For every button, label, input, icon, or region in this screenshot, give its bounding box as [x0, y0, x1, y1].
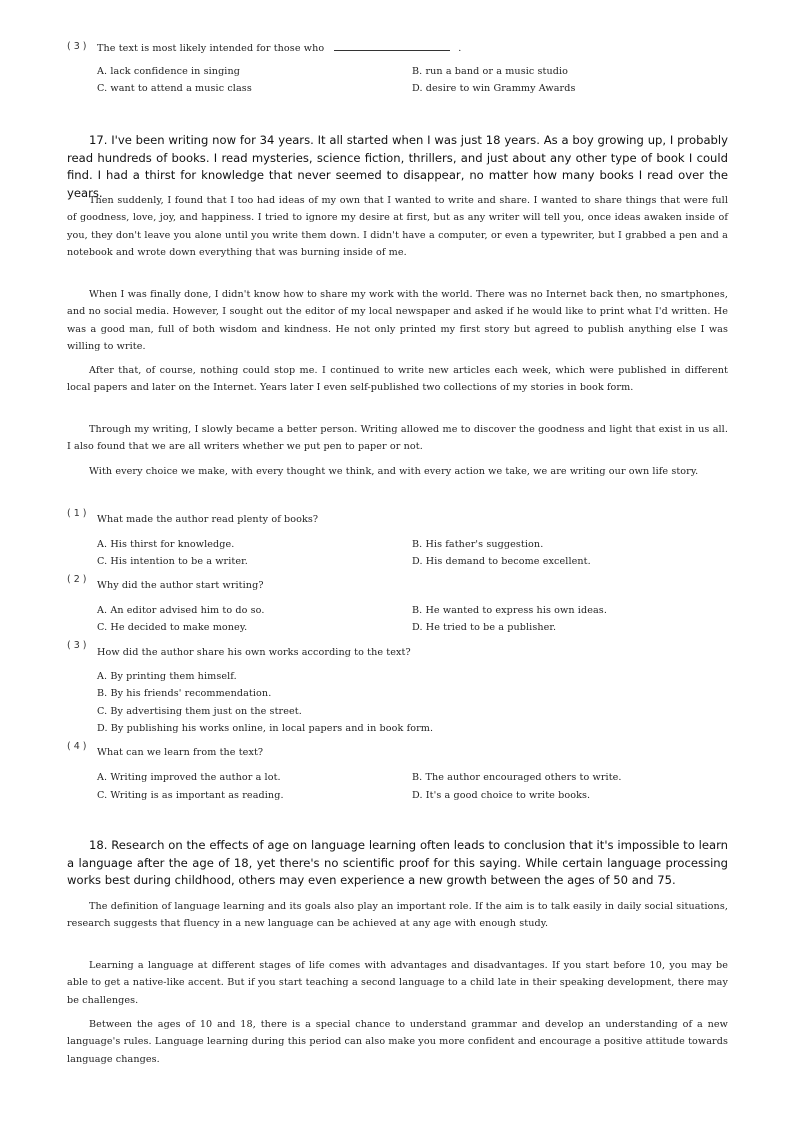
passage-17-paragraph: After that, of course, nothing could stop me. I continued to write new articles each week, which were published in different local papers and later on the Internet. Years later I even self-published two collections of my stories in book form. [67, 365, 728, 394]
passage-17-paragraph: When I was finally done, I didn't know how to share my work with the world. There was no Internet back then, no smartphones, and no social media. However, I sought out the editor of my local newspaper and asked if he would like to print what I'd written. He was a good man, full of both wisdom and kindness. He not only printed my first story but agreed to publish anything else I was willing to write. [67, 289, 728, 353]
option-c[interactable]: C. Writing is as important as reading. [97, 790, 284, 801]
question-text [97, 41, 461, 54]
question-text: How did the author share his own works according to the text? [97, 647, 411, 658]
passage-17-paragraph: Through my writing, I slowly became a better person. Writing allowed me to discover the goodness and light that exist in us all. I also found that we are all writers whether we put pen to paper or not. [67, 424, 728, 453]
passage-18-intro: 18. Research on the effects of age on language learning often leads to conclusion that it's impossible to learn a language after the age of 18, yet there's no scientific proof for this saying. While certain language processing works best during childhood, others may even experience a new growth between the ages of 50 and 75. [67, 838, 728, 888]
passage-17-intro: 17. I've been writing now for 34 years. It all started when I was just 18 years. As a boy growing up, I probably read hundreds of books. I read mysteries, science fiction, thrillers, and just about any other type of book I could find. I had a thirst for knowledge that never seemed to disappear, no matter how many books I read over the years. [67, 133, 728, 200]
passage-17-paragraph: With every choice we make, with every thought we think, and with every action we take, we are writing our own life story. [89, 466, 699, 477]
question-text: Why did the author start writing? [97, 580, 264, 591]
option-a[interactable]: A. His thirst for knowledge. [97, 539, 235, 550]
option-d[interactable]: D. He tried to be a publisher. [412, 622, 557, 633]
answer-blank[interactable] [334, 41, 450, 51]
option-b[interactable]: B. His father's suggestion. [412, 539, 544, 550]
option-a[interactable]: A. By printing them himself. [97, 671, 237, 682]
passage-18-paragraph: Learning a language at different stages of life comes with advantages and disadvantages. If you start before 10, you may be able to get a native-like accent. But if you start teaching a second language to a child late in their speaking development, there may be challenges. [67, 960, 728, 1006]
question-number: ( 3 ) [67, 41, 87, 52]
option-b[interactable]: B. By his friends' recommendation. [97, 688, 272, 699]
passage-17-paragraph: Then suddenly, I found that I too had ideas of my own that I wanted to write and share. I wanted to share things that were full of goodness, love, joy, and happiness. I tried to ignore my desire at first, but as any writer will tell you, once ideas awaken inside of you, they don't leave you alone until you write them down. I didn't have a computer, or even a typewriter, but I grabbed a pen and a notebook and wrote down everything that was burning inside of me. [67, 195, 728, 259]
option-b[interactable]: B. The author encouraged others to write. [412, 772, 622, 783]
option-d[interactable]: D. desire to win Grammy Awards [412, 83, 576, 94]
option-c[interactable]: C. He decided to make money. [97, 622, 248, 633]
question-number: ( 3 ) [67, 640, 87, 651]
option-d[interactable]: D. His demand to become excellent. [412, 556, 591, 567]
option-b[interactable]: B. He wanted to express his own ideas. [412, 605, 607, 616]
option-a[interactable]: A. lack confidence in singing [97, 66, 240, 77]
passage-18-paragraph: The definition of language learning and its goals also play an important role. If the aim is to talk easily in daily social situations, research suggests that fluency in a new language can be achieved at any age with enough study. [67, 901, 728, 930]
question-end-period: . [458, 43, 462, 54]
question-text: What can we learn from the text? [97, 747, 264, 758]
question-number: ( 4 ) [67, 741, 87, 752]
question-stem: The text is most likely intended for those who [97, 43, 325, 54]
question-text: What made the author read plenty of books? [97, 514, 319, 525]
option-a[interactable]: A. Writing improved the author a lot. [97, 772, 281, 783]
passage-18-paragraph: Between the ages of 10 and 18, there is a special chance to understand grammar and develop an understanding of a new language's rules. Language learning during this period can also make you more confident and encourage a positive attitude towards language changes. [67, 1019, 728, 1065]
option-a[interactable]: A. An editor advised him to do so. [97, 605, 265, 616]
option-c[interactable]: C. His intention to be a writer. [97, 556, 248, 567]
question-number: ( 1 ) [67, 508, 87, 519]
option-d[interactable]: D. It's a good choice to write books. [412, 790, 591, 801]
option-b[interactable]: B. run a band or a music studio [412, 66, 569, 77]
option-d[interactable]: D. By publishing his works online, in local papers and in book form. [97, 723, 434, 734]
option-c[interactable]: C. By advertising them just on the street. [97, 706, 302, 717]
question-number: ( 2 ) [67, 574, 87, 585]
option-c[interactable]: C. want to attend a music class [97, 83, 252, 94]
